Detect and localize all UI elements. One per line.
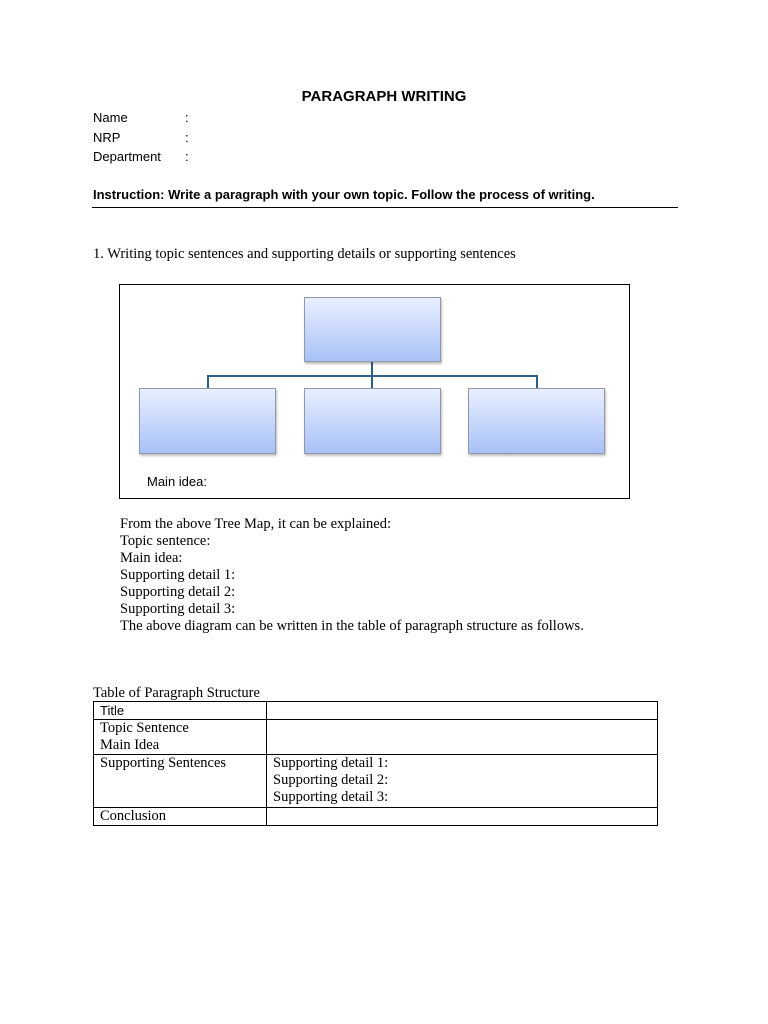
row-label-topic-main bbox=[94, 720, 267, 755]
tree-map-frame bbox=[119, 284, 630, 499]
topic-main-cell[interactable] bbox=[267, 720, 658, 755]
table-supporting-detail-1: Supporting detail 1: bbox=[273, 755, 389, 771]
explanation-supporting-detail-1: Supporting detail 1: bbox=[120, 567, 236, 583]
table-row bbox=[94, 755, 658, 808]
explanation-intro: From the above Tree Map, it can be explained: bbox=[120, 516, 392, 532]
row-label-topic-sentence: Topic Sentence bbox=[100, 720, 189, 736]
conclusion-cell[interactable] bbox=[267, 808, 658, 826]
main-idea-label: Main idea: bbox=[147, 474, 207, 489]
row-label-supporting-sentences: Supporting Sentences bbox=[94, 755, 267, 808]
row-label-conclusion: Conclusion bbox=[94, 808, 267, 826]
explanation-topic-sentence: Topic sentence: bbox=[120, 533, 211, 549]
table-supporting-detail-3: Supporting detail 3: bbox=[273, 789, 389, 805]
title-cell[interactable] bbox=[267, 702, 658, 720]
explanation-supporting-detail-3: Supporting detail 3: bbox=[120, 601, 236, 617]
explanation-supporting-detail-2: Supporting detail 2: bbox=[120, 584, 236, 600]
table-caption: Table of Paragraph Structure bbox=[93, 685, 260, 701]
explanation-main-idea: Main idea: bbox=[120, 550, 183, 566]
section-1-heading: 1. Writing topic sentences and supporting details or supporting sentences bbox=[93, 246, 516, 262]
table-row bbox=[94, 808, 658, 826]
department-label: Department bbox=[93, 149, 161, 164]
paragraph-structure-table bbox=[93, 701, 658, 826]
instruction-divider bbox=[92, 207, 678, 208]
table-row bbox=[94, 720, 658, 755]
row-label-title: Title bbox=[94, 702, 267, 720]
instruction-text: Instruction: Write a paragraph with your own topic. Follow the process of writing. bbox=[93, 187, 595, 202]
explanation-outro: The above diagram can be written in the table of paragraph structure as follows. bbox=[120, 618, 584, 634]
name-label: Name bbox=[93, 110, 128, 125]
name-colon: : bbox=[185, 110, 189, 125]
supporting-details-cell[interactable] bbox=[267, 755, 658, 808]
tree-box-detail-2[interactable] bbox=[304, 388, 441, 454]
nrp-label: NRP bbox=[93, 130, 121, 145]
table-supporting-detail-2: Supporting detail 2: bbox=[273, 772, 389, 788]
tree-box-detail-1[interactable] bbox=[139, 388, 276, 454]
nrp-colon: : bbox=[185, 130, 189, 145]
tree-box-detail-3[interactable] bbox=[468, 388, 605, 454]
table-row bbox=[94, 702, 658, 720]
document-title: PARAGRAPH WRITING bbox=[301, 88, 467, 105]
explanation-list bbox=[120, 516, 584, 635]
tree-box-topic[interactable] bbox=[304, 297, 441, 362]
department-colon: : bbox=[185, 149, 189, 164]
row-label-main-idea: Main Idea bbox=[100, 737, 160, 753]
